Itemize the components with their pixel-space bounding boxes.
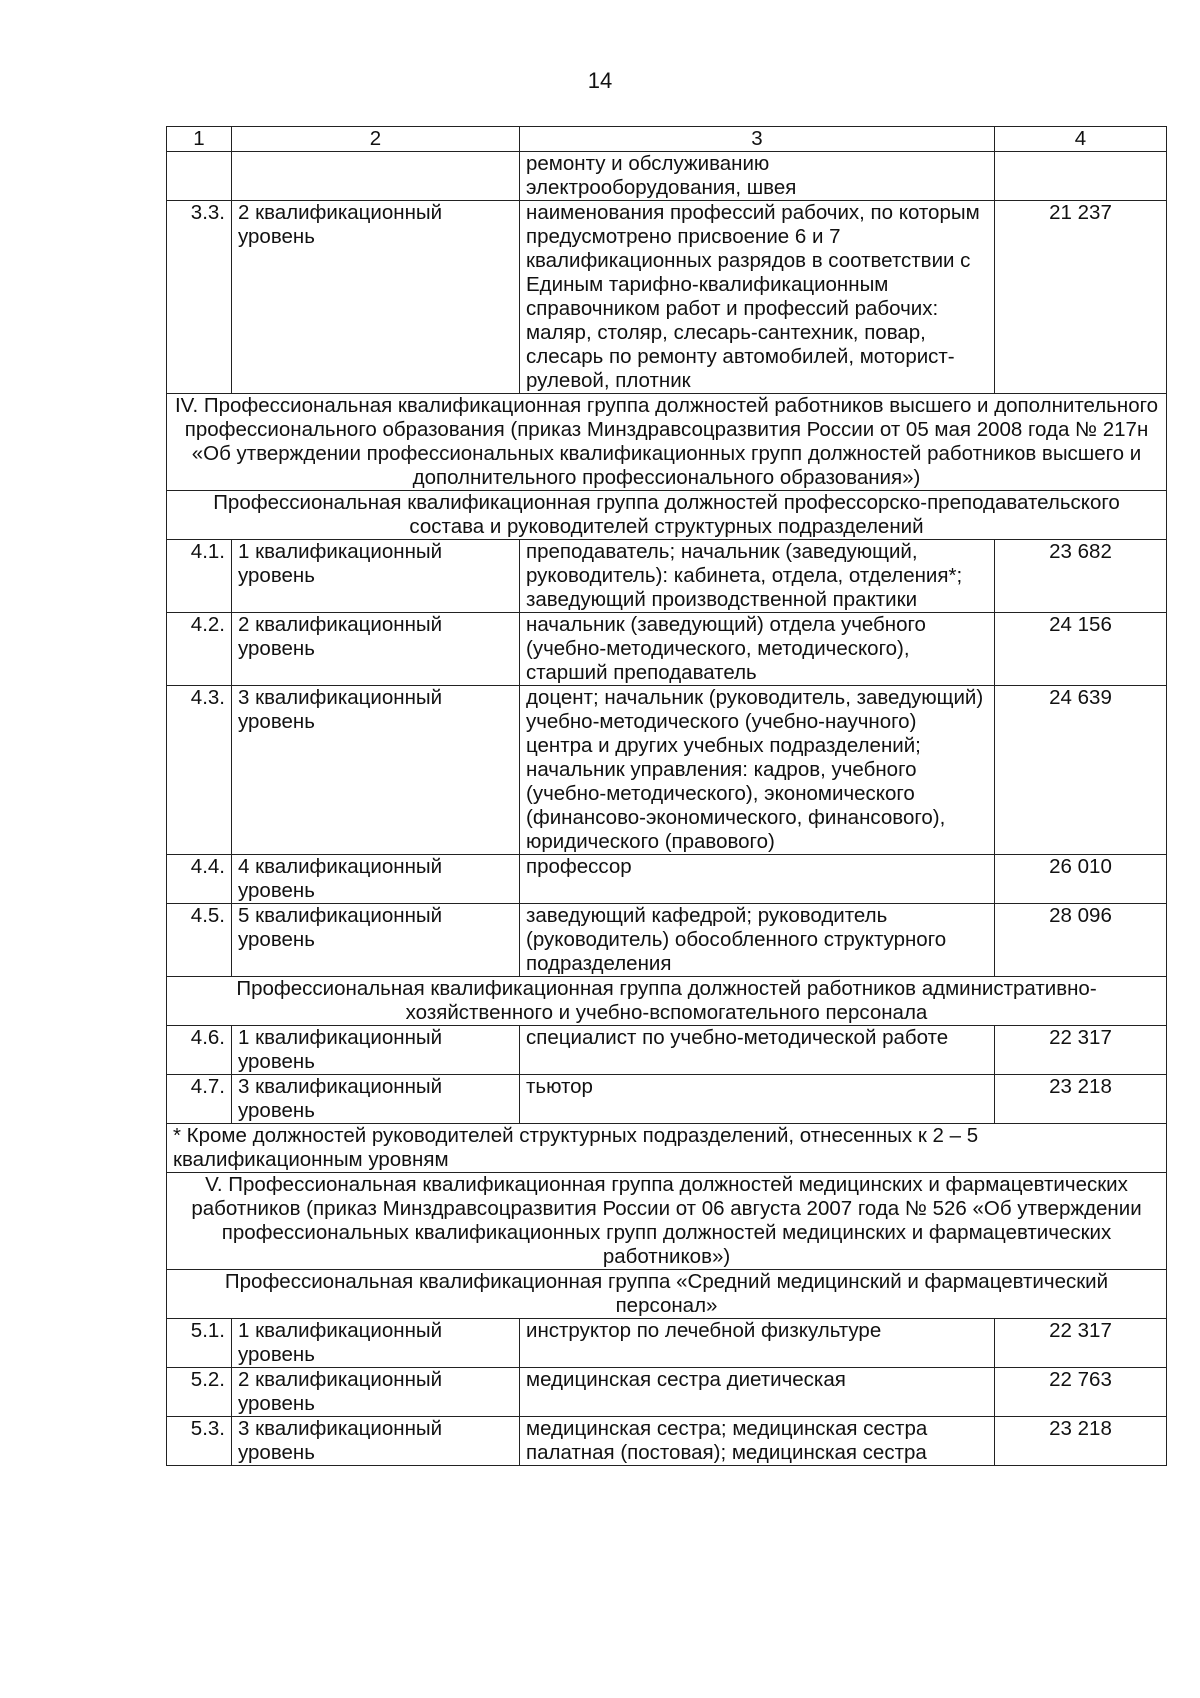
column-header: 1 bbox=[167, 127, 232, 152]
salary-value: 22 317 bbox=[995, 1026, 1167, 1075]
positions-list: специалист по учебно-методической работе bbox=[520, 1026, 995, 1075]
page-number: 14 bbox=[587, 68, 613, 93]
salary-value: 23 218 bbox=[995, 1417, 1167, 1466]
footnote: * Кроме должностей руководителей структурных подразделений, отнесенных к 2 – 5 квалификационным уровням bbox=[167, 1124, 1167, 1173]
positions-list: медицинская сестра; медицинская сестра палатная (постовая); медицинская сестра bbox=[520, 1417, 995, 1466]
subsection-heading: Профессиональная квалификационная группа должностей профессорско-преподавательского состава и руководителей структурных подразделений bbox=[167, 491, 1167, 540]
table-row bbox=[167, 201, 1167, 394]
row-number bbox=[167, 152, 232, 201]
note-row bbox=[167, 1124, 1167, 1173]
row-number: 5.3. bbox=[167, 1417, 232, 1466]
positions-list: ремонту и обслуживанию электрооборудования, швея bbox=[520, 152, 995, 201]
positions-list: заведующий кафедрой; руководитель (руководитель) обособленного структурного подразделения bbox=[520, 904, 995, 977]
column-header: 4 bbox=[995, 127, 1167, 152]
column-header: 3 bbox=[520, 127, 995, 152]
subsection-row bbox=[167, 1270, 1167, 1319]
row-number: 4.6. bbox=[167, 1026, 232, 1075]
positions-list: наименования профессий рабочих, по которым предусмотрено присвоение 6 и 7 квалификационных разрядов в соответствии с Единым тарифно-квалификационным справочником работ и профессий рабочих: маляр, столяр, слесарь-сантехник, повар, слесарь по ремонту автомобилей, моторист-рулевой, плотник bbox=[520, 201, 995, 394]
salary-value: 23 218 bbox=[995, 1075, 1167, 1124]
row-number: 4.3. bbox=[167, 686, 232, 855]
salary-value: 24 639 bbox=[995, 686, 1167, 855]
table-header-row bbox=[167, 127, 1167, 152]
qualification-level: 2 квалификационный уровень bbox=[232, 613, 520, 686]
positions-list: медицинская сестра диетическая bbox=[520, 1368, 995, 1417]
row-number: 4.5. bbox=[167, 904, 232, 977]
table-row bbox=[167, 855, 1167, 904]
table-row bbox=[167, 686, 1167, 855]
table-row bbox=[167, 1026, 1167, 1075]
row-number: 4.2. bbox=[167, 613, 232, 686]
qualification-level: 2 квалификационный уровень bbox=[232, 201, 520, 394]
salary-value: 21 237 bbox=[995, 201, 1167, 394]
subsection-heading: Профессиональная квалификационная группа должностей работников административно-хозяйственного и учебно-вспомогательного персонала bbox=[167, 977, 1167, 1026]
row-number: 5.2. bbox=[167, 1368, 232, 1417]
table-row bbox=[167, 540, 1167, 613]
qualification-level: 1 квалификационный уровень bbox=[232, 540, 520, 613]
table-row bbox=[167, 1319, 1167, 1368]
table-row bbox=[167, 1417, 1167, 1466]
positions-list: инструктор по лечебной физкультуре bbox=[520, 1319, 995, 1368]
salary-value bbox=[995, 152, 1167, 201]
section-row bbox=[167, 394, 1167, 491]
column-header: 2 bbox=[232, 127, 520, 152]
subsection-row bbox=[167, 491, 1167, 540]
subsection-heading: Профессиональная квалификационная группа «Средний медицинский и фармацевтический персонал» bbox=[167, 1270, 1167, 1319]
positions-list: доцент; начальник (руководитель, заведующий) учебно-методического (учебно-научного) центра и других учебных подразделений; начальник управления: кадров, учебного (учебно-методического), экономического (финансово-экономического, финансового), юридического (правового) bbox=[520, 686, 995, 855]
qualification-level: 3 квалификационный уровень bbox=[232, 1075, 520, 1124]
qualification-level bbox=[232, 152, 520, 201]
salary-value: 28 096 bbox=[995, 904, 1167, 977]
positions-list: профессор bbox=[520, 855, 995, 904]
table-row bbox=[167, 613, 1167, 686]
salary-value: 26 010 bbox=[995, 855, 1167, 904]
qualification-level: 5 квалификационный уровень bbox=[232, 904, 520, 977]
qualification-level: 1 квалификационный уровень bbox=[232, 1319, 520, 1368]
table-row bbox=[167, 904, 1167, 977]
subsection-row bbox=[167, 977, 1167, 1026]
positions-list: тьютор bbox=[520, 1075, 995, 1124]
salary-value: 22 763 bbox=[995, 1368, 1167, 1417]
row-number: 4.1. bbox=[167, 540, 232, 613]
salary-value: 23 682 bbox=[995, 540, 1167, 613]
qualification-level: 1 квалификационный уровень bbox=[232, 1026, 520, 1075]
salary-value: 22 317 bbox=[995, 1319, 1167, 1368]
section-row bbox=[167, 1173, 1167, 1270]
qualification-level: 3 квалификационный уровень bbox=[232, 1417, 520, 1466]
salary-table bbox=[166, 126, 1167, 1466]
positions-list: преподаватель; начальник (заведующий, руководитель): кабинета, отдела, отделения*; заведующий производственной практики bbox=[520, 540, 995, 613]
positions-list: начальник (заведующий) отдела учебного (учебно-методического, методического), старший преподаватель bbox=[520, 613, 995, 686]
qualification-level: 4 квалификационный уровень bbox=[232, 855, 520, 904]
qualification-level: 3 квалификационный уровень bbox=[232, 686, 520, 855]
section-heading: V. Профессиональная квалификационная группа должностей медицинских и фармацевтических работников (приказ Минздравсоцразвития России от 06 августа 2007 года № 526 «Об утверждении профессиональных квалификационных групп должностей медицинских и фармацевтических работников») bbox=[167, 1173, 1167, 1270]
row-number: 5.1. bbox=[167, 1319, 232, 1368]
row-number: 4.4. bbox=[167, 855, 232, 904]
section-heading: IV. Профессиональная квалификационная группа должностей работников высшего и дополнительного профессионального образования (приказ Минздравсоцразвития России от 05 мая 2008 года № 217н «Об утверждении профессиональных квалификационных групп должностей работников высшего и дополнительного профессионального образования») bbox=[167, 394, 1167, 491]
salary-value: 24 156 bbox=[995, 613, 1167, 686]
row-number: 3.3. bbox=[167, 201, 232, 394]
table-row bbox=[167, 1075, 1167, 1124]
qualification-level: 2 квалификационный уровень bbox=[232, 1368, 520, 1417]
row-number: 4.7. bbox=[167, 1075, 232, 1124]
table-body bbox=[167, 152, 1167, 1466]
table-row bbox=[167, 152, 1167, 201]
table-row bbox=[167, 1368, 1167, 1417]
